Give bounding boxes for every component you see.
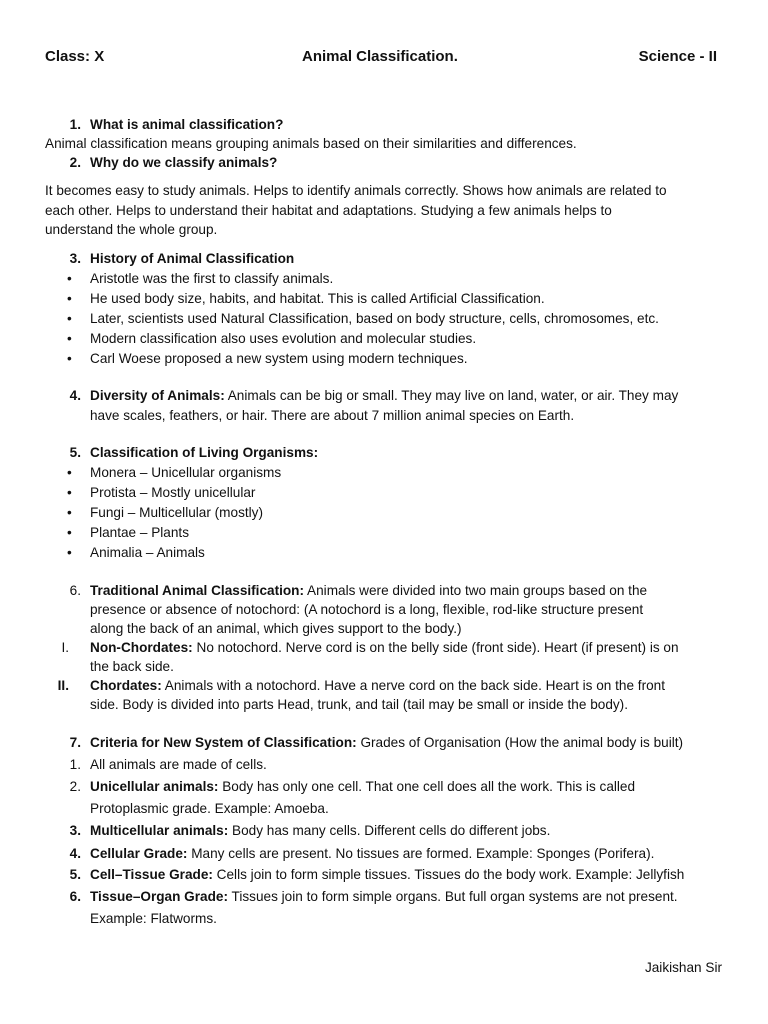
question-number: 1. bbox=[69, 117, 81, 132]
question-number: 4. bbox=[69, 388, 81, 403]
question-text: Animals were divided into two main groups based on the bbox=[304, 583, 648, 598]
page-header bbox=[45, 48, 723, 68]
question-title: Criteria for New System of Classification: bbox=[90, 735, 357, 750]
question-title: Diversity of Animals: bbox=[90, 388, 225, 403]
question-title: Classification of Living Organisms: bbox=[90, 445, 319, 460]
question-1-answer: Animal classification means grouping animals based on their similarities and differences. bbox=[45, 136, 577, 151]
question-text: Animals can be big or small. They may live on land, water, or air. They may bbox=[224, 388, 679, 403]
subject-label: Science - II bbox=[638, 48, 717, 65]
bullet-icon: • bbox=[67, 291, 72, 306]
question-number: 7. bbox=[69, 735, 81, 750]
question-number: 5. bbox=[69, 445, 81, 460]
bullet-icon: • bbox=[67, 525, 72, 540]
roman-numeral: II. bbox=[57, 678, 69, 693]
page-title: Animal Classification. bbox=[302, 48, 458, 65]
question-number: 3. bbox=[69, 251, 81, 266]
bullet-icon: • bbox=[67, 331, 72, 346]
sub-title: Chordates: bbox=[90, 678, 162, 693]
question-2-answer-line: understand the whole group. bbox=[45, 222, 218, 237]
question-title: Why do we classify animals? bbox=[90, 155, 278, 170]
question-2-answer-line: each other. Helps to understand their habitat and adaptations. Studying a few animals helps to bbox=[45, 203, 612, 218]
question-number: 2. bbox=[69, 155, 81, 170]
author-signature: Jaikishan Sir bbox=[644, 960, 722, 975]
document-page: Class: X Animal Classification. Science - II 1. What is animal classification? Animal classification means grouping animals based on their similarities and differences. 2. Why do we classify animals? It becomes easy to study animals. Helps to identify animals correctly. Shows how animals are related to each other. Helps to understand their habitat and adaptations. Studying a few animals helps to understand the whole group. 3. History of Animal Classification • Aristotle was the first to classify animals. • He used body size, habits, and habitat. This is called Artificial Classification. • Later, scientists used Natural Classification, based on body structure, cells, chromosomes, etc. • Modern classification also uses evolution and molecular studies. • Carl Woese proposed a new system using modern techniques. 4. Diversity of Animals: Animals can be big or small. They may live on land, water, or air. They may have scales, feathers, or hair. There are about 7 million animal species on Earth. 5. Classification of Living Organisms: • Monera – Unicellular organisms • Protista – Mostly unicellular • Fungi – Multicellular (mostly) • Plantae – Plants • Animalia – Animals 6. Traditional Animal Classification: Animals were divided into two main groups based on the presence or absence of notochord: (A notochord is a long, flexible, rod-like structure present along the back of an animal, which gives support to the body.) I. Non-Chordates: No notochord. Nerve cord is on the belly side (front side). Heart (if present) is on the back side. II. Chordates: Animals with a notochord. Have a nerve cord on the back side. Heart is on the front side. Body is divided into parts Head, trunk, and tail (tail may be small or inside the body). 7. Criteria for New System of Classification: Grades of Organisation (How the animal body is built) 1. All animals are made of cells. 2. Unicellular animals: Body has only one cell. That one cell does all the work. This is called Protoplasmic grade. Example: Amoeba. 3. Multicellular animals: Body has many cells. Different cells do different jobs. 4. Cellular Grade: Many cells are present. No tissues are formed. Example: Sponges (Porifera). 5. Cell–Tissue Grade: Cells join to form simple tissues. Tissues do the body work. Example: Jellyfish 6. Tissue–Organ Grade: Tissues join to form simple organs. But full organ systems are not present. Example: Flatworms. Jaikishan Sir bbox=[0, 0, 768, 1024]
bullet-icon: • bbox=[67, 505, 72, 520]
bullet-icon: • bbox=[67, 465, 72, 480]
question-title: What is animal classification? bbox=[90, 117, 284, 132]
sub-title: Non-Chordates: bbox=[90, 640, 193, 655]
roman-numeral: I. bbox=[61, 640, 69, 655]
question-2-answer-line: It becomes easy to study animals. Helps to identify animals correctly. Shows how animals are related to bbox=[45, 183, 667, 198]
bullet-icon: • bbox=[67, 351, 72, 366]
bullet-icon: • bbox=[67, 485, 72, 500]
bullet-icon: • bbox=[67, 545, 72, 560]
bullet-icon: • bbox=[67, 311, 72, 326]
class-label: Class: X bbox=[45, 48, 105, 65]
question-title: Traditional Animal Classification: bbox=[90, 583, 305, 598]
bullet-icon: • bbox=[67, 271, 72, 286]
question-title: History of Animal Classification bbox=[90, 251, 295, 266]
question-number: 6. bbox=[69, 583, 81, 598]
question-text: Grades of Organisation (How the animal body is built) bbox=[356, 735, 684, 750]
